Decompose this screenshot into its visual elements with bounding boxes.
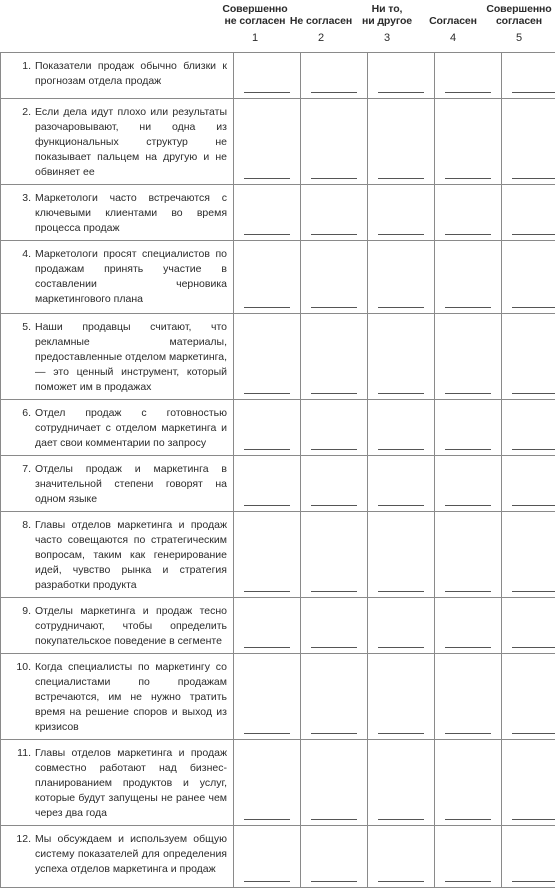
question-cell: [1, 456, 234, 512]
question-text: Мы обсуждаем и используем общую систему показателей для определения успеха отделов маркетинга и продаж: [35, 832, 227, 877]
answer-blank-line[interactable]: [244, 178, 290, 179]
answer-cell-2[interactable]: [301, 456, 368, 512]
answer-cell-1[interactable]: [234, 185, 301, 241]
answer-cell-3[interactable]: [368, 53, 435, 99]
answer-blank-line[interactable]: [244, 393, 290, 394]
question-text: Отделы маркетинга и продаж тесно сотрудничают, чтобы определить покупательское поведение в сегменте: [35, 604, 227, 649]
answer-blank-line[interactable]: [378, 881, 424, 882]
question-number: 7.: [5, 462, 35, 507]
answer-blank-line[interactable]: [445, 178, 491, 179]
scale-number: 2: [288, 32, 354, 44]
answer-blank-line[interactable]: [244, 819, 290, 820]
answer-blank-line[interactable]: [445, 234, 491, 235]
answer-blank-line[interactable]: [512, 178, 555, 179]
question: [5, 247, 227, 307]
answer-cell-2[interactable]: [301, 314, 368, 400]
answer-cell-3[interactable]: [368, 99, 435, 185]
scale-header-5: [486, 0, 552, 52]
answer-cell-4[interactable]: [435, 654, 502, 740]
answer-cell-1[interactable]: [234, 400, 301, 456]
answer-cell-5[interactable]: [502, 826, 555, 888]
question-cell: [1, 826, 234, 888]
question-cell: [1, 185, 234, 241]
answer-cell-2[interactable]: [301, 99, 368, 185]
answer-cell-1[interactable]: [234, 314, 301, 400]
scale-label: Согласен: [420, 0, 486, 27]
answer-blank-line[interactable]: [311, 393, 357, 394]
answer-cell-4[interactable]: [435, 512, 502, 598]
answer-blank-line[interactable]: [512, 733, 555, 734]
answer-cell-1[interactable]: [234, 99, 301, 185]
table-row: [1, 185, 555, 241]
answer-blank-line[interactable]: [311, 178, 357, 179]
answer-blank-line[interactable]: [512, 307, 555, 308]
answer-cell-1[interactable]: [234, 654, 301, 740]
question: [5, 462, 227, 507]
question-text: Когда специалисты по маркетингу со специалистами по продажам встречаются, им не нужно тратить время на решение споров и выход из кризисов: [35, 660, 227, 735]
scale-header-3: [354, 0, 420, 52]
answer-cell-3[interactable]: [368, 654, 435, 740]
question-cell: [1, 241, 234, 314]
answer-cell-4[interactable]: [435, 826, 502, 888]
answer-cell-3[interactable]: [368, 314, 435, 400]
answer-cell-4[interactable]: [435, 314, 502, 400]
answer-cell-4[interactable]: [435, 400, 502, 456]
answer-blank-line[interactable]: [244, 307, 290, 308]
answer-cell-1[interactable]: [234, 456, 301, 512]
answer-cell-2[interactable]: [301, 241, 368, 314]
answer-blank-line[interactable]: [445, 881, 491, 882]
question: [5, 320, 227, 395]
answer-cell-3[interactable]: [368, 456, 435, 512]
survey-table-body: [1, 53, 555, 888]
answer-blank-line[interactable]: [512, 505, 555, 506]
answer-cell-1[interactable]: [234, 740, 301, 826]
answer-cell-5[interactable]: [502, 53, 555, 99]
question-text: Если дела идут плохо или результаты разочаровывают, ни одна из функциональных структур не показывает пальцем на другую и не обвиняет ее: [35, 105, 227, 180]
answer-cell-5[interactable]: [502, 598, 555, 654]
answer-cell-2[interactable]: [301, 185, 368, 241]
scale-label: Ни то, ни другое: [354, 0, 420, 27]
question-text: Маркетологи просят специалистов по продажам принять участие в составлении черновика маркетингового плана: [35, 247, 227, 307]
answer-blank-line[interactable]: [244, 647, 290, 648]
answer-blank-line[interactable]: [244, 591, 290, 592]
table-row: [1, 654, 555, 740]
answer-cell-5[interactable]: [502, 456, 555, 512]
answer-cell-5[interactable]: [502, 99, 555, 185]
answer-blank-line[interactable]: [445, 591, 491, 592]
table-row: [1, 99, 555, 185]
answer-cell-4[interactable]: [435, 740, 502, 826]
answer-blank-line[interactable]: [512, 591, 555, 592]
question-cell: [1, 598, 234, 654]
question-cell: [1, 314, 234, 400]
answer-blank-line[interactable]: [445, 505, 491, 506]
answer-blank-line[interactable]: [378, 234, 424, 235]
answer-blank-line[interactable]: [445, 307, 491, 308]
answer-blank-line[interactable]: [512, 819, 555, 820]
answer-blank-line[interactable]: [378, 393, 424, 394]
question-number: 12.: [5, 832, 35, 877]
question-text: Отдел продаж с готовностью сотрудничает с отделом маркетинга и дает свои комментарии по запросу: [35, 406, 227, 451]
answer-cell-3[interactable]: [368, 400, 435, 456]
answer-cell-2[interactable]: [301, 598, 368, 654]
answer-cell-1[interactable]: [234, 512, 301, 598]
question-cell: [1, 99, 234, 185]
answer-cell-5[interactable]: [502, 400, 555, 456]
answer-blank-line[interactable]: [512, 647, 555, 648]
answer-blank-line[interactable]: [311, 647, 357, 648]
question-number: 4.: [5, 247, 35, 307]
answer-cell-3[interactable]: [368, 185, 435, 241]
scale-label: Совершенно согласен: [486, 0, 552, 27]
answer-cell-3[interactable]: [368, 512, 435, 598]
scale-number: 5: [486, 32, 552, 44]
question-cell: [1, 400, 234, 456]
answer-cell-3[interactable]: [368, 826, 435, 888]
question: [5, 191, 227, 236]
scale-header-2: [288, 0, 354, 52]
rating-scale-header: [0, 0, 555, 52]
answer-blank-line[interactable]: [311, 733, 357, 734]
answer-cell-5[interactable]: [502, 314, 555, 400]
answer-blank-line[interactable]: [512, 234, 555, 235]
answer-blank-line[interactable]: [378, 92, 424, 93]
answer-blank-line[interactable]: [311, 881, 357, 882]
table-row: [1, 241, 555, 314]
answer-blank-line[interactable]: [244, 92, 290, 93]
question-cell: [1, 654, 234, 740]
answer-cell-5[interactable]: [502, 241, 555, 314]
question: [5, 59, 227, 89]
question: [5, 604, 227, 649]
answer-cell-5[interactable]: [502, 740, 555, 826]
answer-cell-4[interactable]: [435, 598, 502, 654]
question-number: 1.: [5, 59, 35, 89]
question-cell: [1, 740, 234, 826]
answer-blank-line[interactable]: [244, 234, 290, 235]
scale-label: Не согласен: [288, 0, 354, 27]
answer-blank-line[interactable]: [378, 647, 424, 648]
answer-cell-4[interactable]: [435, 99, 502, 185]
table-row: [1, 314, 555, 400]
answer-cell-2[interactable]: [301, 400, 368, 456]
answer-blank-line[interactable]: [378, 307, 424, 308]
answer-blank-line[interactable]: [512, 393, 555, 394]
answer-blank-line[interactable]: [311, 819, 357, 820]
answer-blank-line[interactable]: [244, 881, 290, 882]
table-row: [1, 53, 555, 99]
answer-cell-1[interactable]: [234, 241, 301, 314]
scale-number: 3: [354, 32, 420, 44]
answer-cell-2[interactable]: [301, 740, 368, 826]
answer-cell-3[interactable]: [368, 241, 435, 314]
table-row: [1, 400, 555, 456]
question-number: 8.: [5, 518, 35, 593]
scale-header-1: [222, 0, 288, 52]
question-number: 9.: [5, 604, 35, 649]
answer-cell-1[interactable]: [234, 826, 301, 888]
answer-cell-1[interactable]: [234, 53, 301, 99]
answer-blank-line[interactable]: [311, 591, 357, 592]
question-number: 11.: [5, 746, 35, 821]
question: [5, 832, 227, 877]
question-text: Маркетологи часто встречаются с ключевыми клиентами во время процесса продаж: [35, 191, 227, 236]
survey-table: [0, 52, 555, 888]
question-text: Показатели продаж обычно близки к прогнозам отдела продаж: [35, 59, 227, 89]
answer-cell-3[interactable]: [368, 740, 435, 826]
answer-cell-5[interactable]: [502, 185, 555, 241]
answer-blank-line[interactable]: [512, 449, 555, 450]
answer-blank-line[interactable]: [512, 881, 555, 882]
answer-blank-line[interactable]: [378, 505, 424, 506]
answer-blank-line[interactable]: [445, 733, 491, 734]
question-number: 5.: [5, 320, 35, 395]
question: [5, 406, 227, 451]
table-row: [1, 740, 555, 826]
answer-blank-line[interactable]: [445, 393, 491, 394]
table-row: [1, 598, 555, 654]
table-row: [1, 512, 555, 598]
question: [5, 746, 227, 821]
scale-number: 4: [420, 32, 486, 44]
answer-blank-line[interactable]: [311, 449, 357, 450]
answer-blank-line[interactable]: [244, 505, 290, 506]
table-row: [1, 456, 555, 512]
answer-cell-4[interactable]: [435, 241, 502, 314]
answer-blank-line[interactable]: [445, 449, 491, 450]
answer-blank-line[interactable]: [378, 178, 424, 179]
answer-blank-line[interactable]: [378, 819, 424, 820]
answer-cell-5[interactable]: [502, 512, 555, 598]
answer-blank-line[interactable]: [311, 505, 357, 506]
answer-blank-line[interactable]: [311, 307, 357, 308]
scale-label: Совершенно не согласен: [222, 0, 288, 27]
question: [5, 660, 227, 735]
answer-blank-line[interactable]: [378, 733, 424, 734]
answer-cell-1[interactable]: [234, 598, 301, 654]
answer-cell-3[interactable]: [368, 598, 435, 654]
question: [5, 518, 227, 593]
answer-cell-2[interactable]: [301, 53, 368, 99]
question-text: Главы отделов маркетинга и продаж часто совещаются по стратегическим вопросам, таким как генерирование идей, чувство рынка и стратегия разработки продукта: [35, 518, 227, 593]
question-cell: [1, 53, 234, 99]
answer-cell-4[interactable]: [435, 53, 502, 99]
question: [5, 105, 227, 180]
answer-cell-4[interactable]: [435, 456, 502, 512]
question-number: 6.: [5, 406, 35, 451]
question-text: Отделы продаж и маркетинга в значительной степени говорят на одном языке: [35, 462, 227, 507]
answer-blank-line[interactable]: [311, 234, 357, 235]
question-text: Главы отделов маркетинга и продаж совместно работают над бизнес-планированием продуктов и услуг, которые будут запущены не ранее чем через два года: [35, 746, 227, 821]
answer-blank-line[interactable]: [445, 92, 491, 93]
answer-blank-line[interactable]: [311, 92, 357, 93]
answer-blank-line[interactable]: [244, 733, 290, 734]
answer-blank-line[interactable]: [378, 591, 424, 592]
answer-cell-5[interactable]: [502, 654, 555, 740]
question-number: 3.: [5, 191, 35, 236]
answer-blank-line[interactable]: [512, 92, 555, 93]
question-number: 2.: [5, 105, 35, 180]
answer-cell-2[interactable]: [301, 654, 368, 740]
question-number: 10.: [5, 660, 35, 735]
scale-number: 1: [222, 32, 288, 44]
answer-blank-line[interactable]: [445, 819, 491, 820]
answer-blank-line[interactable]: [244, 449, 290, 450]
scale-header-4: [420, 0, 486, 52]
question-text: Наши продавцы считают, что рекламные материалы, предоставленные отделом маркетинга, — это ценный инструмент, который поможет им в продажах: [35, 320, 227, 395]
answer-cell-2[interactable]: [301, 826, 368, 888]
answer-cell-4[interactable]: [435, 185, 502, 241]
answer-blank-line[interactable]: [445, 647, 491, 648]
question-cell: [1, 512, 234, 598]
answer-cell-2[interactable]: [301, 512, 368, 598]
table-row: [1, 826, 555, 888]
answer-blank-line[interactable]: [378, 449, 424, 450]
